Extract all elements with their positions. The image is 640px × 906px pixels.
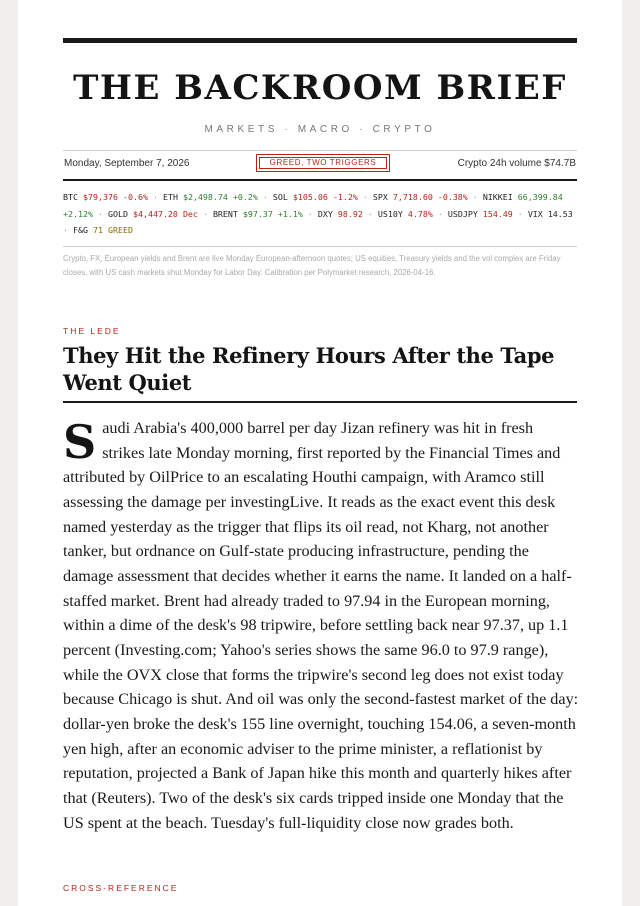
ticker-item xyxy=(373,192,468,202)
ticker-separator: · xyxy=(257,192,273,202)
section-kicker: THE LEDE xyxy=(63,326,121,336)
ticker-symbol: BRENT xyxy=(212,208,238,219)
headline-rule xyxy=(63,401,577,403)
ticker-item xyxy=(318,209,363,219)
divider xyxy=(63,150,577,151)
newsletter-page xyxy=(18,0,622,906)
ticker-symbol: NIKKEI xyxy=(482,192,513,202)
issue-date: Monday, September 7, 2026 xyxy=(64,158,190,169)
dateline xyxy=(63,152,577,176)
ticker-separator: · xyxy=(432,208,448,219)
divider xyxy=(63,246,577,247)
ticker-item xyxy=(163,192,258,202)
ticker-price: 14.53 xyxy=(547,208,573,219)
top-rule xyxy=(63,38,577,43)
ticker-price: $79,376 xyxy=(83,192,118,202)
ticker-item xyxy=(378,209,433,219)
ticker-item xyxy=(448,209,513,219)
ticker-change: Dec xyxy=(182,208,198,219)
sentiment-badge-label: GREED, TWO TRIGGERS xyxy=(259,157,387,169)
ticker-price: 98.92 xyxy=(337,208,363,219)
ticker-separator: · xyxy=(467,192,483,202)
ticker-price: 154.49 xyxy=(482,208,513,219)
ticker-item xyxy=(213,209,303,219)
ticker-separator: · xyxy=(302,208,318,219)
ticker-symbol: USDJPY xyxy=(447,208,478,219)
drop-cap: S xyxy=(63,415,97,469)
cross-reference-kicker: CROSS-REFERENCE xyxy=(63,883,179,893)
ticker-symbol: GOLD xyxy=(107,208,128,219)
sentiment-badge xyxy=(256,154,390,172)
ticker-price: $97.37 xyxy=(242,208,273,219)
data-note: Crypto, FX, European yields and Brent are live Monday European-afternoon quotes; US equities, Treasury yields and the vol complex are Friday closes, with US cash markets shut Monday for Labor Day. Calibration per Polymarket research, 2026-04-16. xyxy=(63,254,561,277)
article-text: audi Arabia's 400,000 barrel per day Jizan refinery was hit in fresh strikes late Monday morning, first reported by the Financial Times and attributed by OilPrice to an escalating Houthi campaign, with Aramco still assessing the damage per investingLive. It reads as the exact event this desk named yesterday as the trigger that flips its oil read, not Kharg, not another tanker, but ordnance on Gulf-state producing infrastructure, pending the damage assessment that decides whether it earns the name. It landed on a half-staffed market. Brent had already traded to 97.94 in the European morning, within a dime of the desk's 98 tripwire, before settling back near 97.37, up 1.1 percent (Investing.com; Yahoo's series shows the same 96.0 to 97.9 range), while the OVX close that forms the tripwire's second leg does not exist today because Chicago is shut. And oil was only the second-fastest market of the day: dollar-yen broke the desk's 155 line overnight, touching 154.06, a seven-month yen high, after an economic adviser to the prime minister, a reflationist by reputation, projected a Bank of Japan hike this month and quarterly hikes after that (Reuters). Two of the desk's six cards tripped inside one Monday that the US spent at the beach. Tuesday's full-liquidity close now grades both. xyxy=(63,419,579,832)
ticker-item xyxy=(73,225,133,235)
masthead-tagline: MARKETS · MACRO · CRYPTO xyxy=(204,124,436,135)
ticker-separator: · xyxy=(362,208,378,219)
ticker-symbol: DXY xyxy=(317,208,333,219)
ticker-symbol: BTC xyxy=(63,192,78,202)
article-headline: They Hit the Refinery Hours After the Tape Went Quiet xyxy=(63,343,555,395)
divider-dark xyxy=(63,179,577,181)
ticker-item xyxy=(63,192,148,202)
ticker-symbol: ETH xyxy=(162,192,178,202)
ticker-item xyxy=(528,209,573,219)
ticker-symbol: VIX xyxy=(527,208,543,219)
ticker-price: $2,498.74 xyxy=(182,192,228,202)
ticker-change: -0.38% xyxy=(437,192,468,202)
ticker-change: +2.12% xyxy=(63,208,93,219)
ticker-symbol: F&G xyxy=(73,225,88,236)
ticker-price: $4,447.20 xyxy=(132,208,178,219)
ticker-separator: · xyxy=(197,208,213,219)
masthead-title: THE BACKROOM BRIEF xyxy=(73,68,567,108)
crypto-volume: Crypto 24h volume $74.7B xyxy=(457,158,576,169)
ticker-change: -1.2% xyxy=(332,192,358,202)
ticker-price: 4.78% xyxy=(407,208,433,219)
ticker-price: 7,718.60 xyxy=(392,192,433,202)
ticker-symbol: SOL xyxy=(272,192,288,202)
ticker-change: +0.2% xyxy=(232,192,258,202)
market-ticker xyxy=(63,189,577,239)
ticker-separator: · xyxy=(63,225,73,236)
ticker-separator: · xyxy=(92,208,108,219)
article-body xyxy=(63,416,579,835)
ticker-symbol: SPX xyxy=(372,192,388,202)
ticker-change: +1.1% xyxy=(277,208,303,219)
ticker-price: 71 GREED xyxy=(93,225,133,236)
ticker-separator: · xyxy=(512,208,528,219)
ticker-change: -0.6% xyxy=(122,192,148,202)
ticker-separator: · xyxy=(357,192,373,202)
ticker-price: $105.06 xyxy=(292,192,328,202)
ticker-price: 66,399.84 xyxy=(517,192,563,202)
ticker-item xyxy=(108,209,198,219)
ticker-symbol: US10Y xyxy=(377,208,403,219)
ticker-separator: · xyxy=(147,192,163,202)
ticker-item xyxy=(273,192,358,202)
